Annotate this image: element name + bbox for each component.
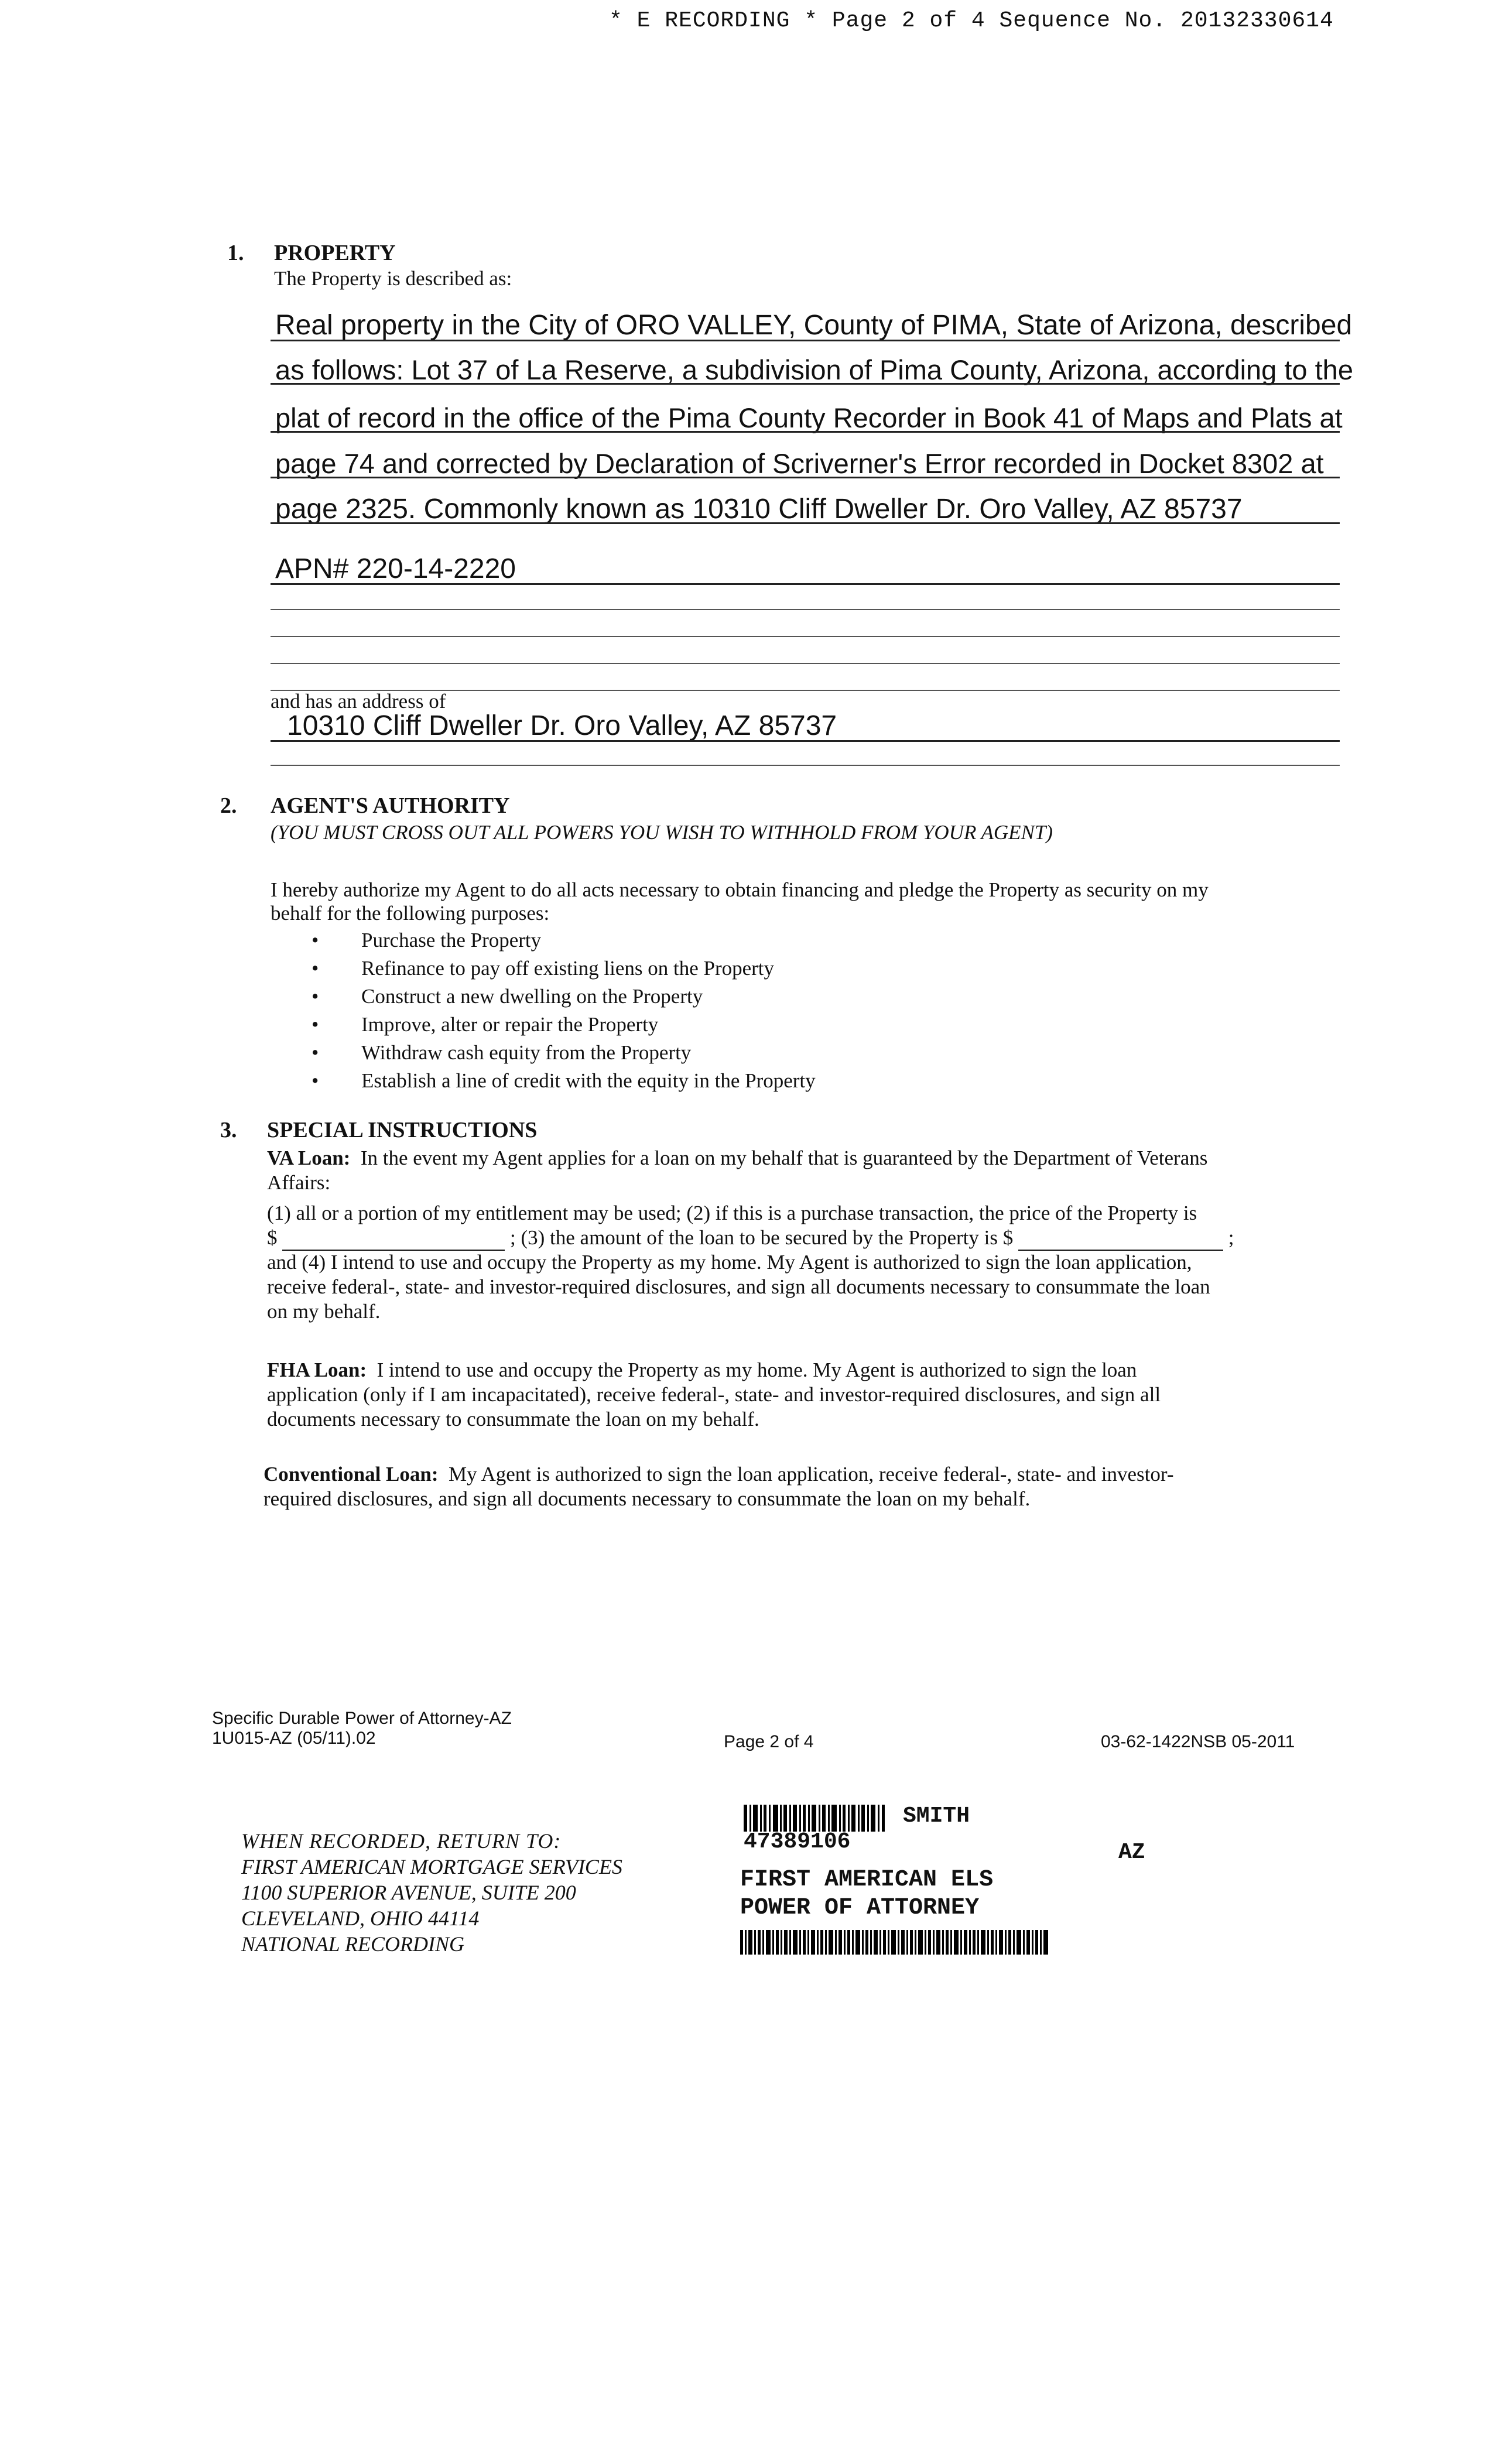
conventional-loan-label: Conventional Loan: bbox=[263, 1463, 439, 1486]
barcode-bottom bbox=[740, 1930, 1050, 1955]
loan-amount-field[interactable] bbox=[1018, 1232, 1223, 1251]
blank-rule bbox=[271, 636, 1340, 637]
property-line-2: as follows: Lot 37 of La Reserve, a subdivision of Pima County, Arizona, according to the bbox=[275, 354, 1353, 385]
fha-loan-line-1 bbox=[267, 1357, 1137, 1383]
document-code: 03-62-1422NSB 05-2011 bbox=[1101, 1732, 1295, 1751]
rule bbox=[271, 522, 1340, 524]
va-loan-line-5: and (4) I intend to use and occupy the Property as my home. My Agent is authorized to sign the loan application, bbox=[267, 1251, 1192, 1274]
purpose-item bbox=[271, 1067, 1325, 1095]
blank-rule bbox=[271, 663, 1340, 664]
purpose-label: Improve, alter or repair the Property bbox=[361, 1013, 659, 1036]
section-3-number: 3. bbox=[220, 1118, 237, 1142]
return-to-heading: WHEN RECORDED, RETURN TO: bbox=[241, 1829, 562, 1853]
blank-rule bbox=[271, 765, 1340, 766]
return-address-block bbox=[241, 1828, 622, 1957]
section-2-title: AGENT'S AUTHORITY bbox=[271, 793, 510, 818]
return-to-street: 1100 SUPERIOR AVENUE, SUITE 200 bbox=[241, 1881, 576, 1904]
page-number: Page 2 of 4 bbox=[724, 1732, 814, 1751]
va-loan-label: VA Loan: bbox=[267, 1147, 351, 1169]
purchase-price-field[interactable] bbox=[282, 1232, 505, 1251]
property-intro: The Property is described as: bbox=[274, 267, 512, 290]
purpose-label: Refinance to pay off existing liens on the Property bbox=[361, 957, 775, 980]
fha-loan-line-2: application (only if I am incapacitated), receive federal-, state- and investor-required disclosures, and sign all bbox=[267, 1383, 1161, 1406]
conventional-loan-line-2: required disclosures, and sign all documents necessary to consummate the loan on my behalf. bbox=[263, 1487, 1031, 1510]
section-2-subtitle: (YOU MUST CROSS OUT ALL POWERS YOU WISH TO WITHHOLD FROM YOUR AGENT) bbox=[271, 821, 1053, 844]
label-company: FIRST AMERICAN ELS bbox=[740, 1867, 994, 1893]
purposes-list bbox=[271, 926, 1325, 1095]
bullet: • bbox=[312, 1013, 319, 1036]
purpose-item bbox=[271, 954, 1325, 983]
property-line-1: Real property in the City of ORO VALLEY, County of PIMA, State of Arizona, described bbox=[275, 310, 1353, 341]
barcode-icon bbox=[740, 1930, 1050, 1955]
property-line-5: page 2325. Commonly known as 10310 Cliff Dweller Dr. Oro Valley, AZ 85737 bbox=[275, 494, 1243, 525]
fha-loan-line-3: documents necessary to consummate the loan on my behalf. bbox=[267, 1408, 759, 1431]
purpose-item bbox=[271, 926, 1325, 954]
label-state: AZ bbox=[1118, 1840, 1145, 1865]
property-line-4: page 74 and corrected by Declaration of Scriverner's Error recorded in Docket 8302 at bbox=[275, 448, 1324, 479]
property-address: 10310 Cliff Dweller Dr. Oro Valley, AZ 85737 bbox=[287, 710, 837, 741]
authority-intro-line-1: I hereby authorize my Agent to do all acts necessary to obtain financing and pledge the Property as security on my bbox=[271, 878, 1209, 901]
va-loan-line-2: Affairs: bbox=[267, 1171, 331, 1194]
fha-loan-label: FHA Loan: bbox=[267, 1358, 367, 1381]
rule bbox=[271, 383, 1340, 385]
barcode-top bbox=[744, 1805, 890, 1832]
purpose-label: Withdraw cash equity from the Property bbox=[361, 1041, 692, 1064]
form-code: 1U015-AZ (05/11).02 bbox=[212, 1729, 376, 1748]
rule bbox=[271, 431, 1340, 433]
rule bbox=[271, 340, 1340, 341]
dollar-sign: $ bbox=[267, 1226, 278, 1249]
authority-intro-line-2: behalf for the following purposes: bbox=[271, 902, 550, 925]
purpose-item bbox=[271, 1039, 1325, 1067]
fha-loan-text: I intend to use and occupy the Property as my home. My Agent is authorized to sign the loan bbox=[377, 1358, 1137, 1381]
bullet: • bbox=[312, 929, 319, 952]
bullet: • bbox=[312, 985, 319, 1008]
section-1-title: PROPERTY bbox=[274, 241, 396, 265]
apn-number: APN# 220-14-2220 bbox=[275, 553, 516, 584]
label-number: 47389106 bbox=[744, 1829, 851, 1854]
property-line-3: plat of record in the office of the Pima County Recorder in Book 41 of Maps and Plats at bbox=[275, 402, 1343, 433]
blank-rule bbox=[271, 609, 1340, 610]
rule bbox=[271, 477, 1340, 478]
va-loan-line-4 bbox=[267, 1225, 1234, 1251]
va-loan-line-6: receive federal-, state- and investor-required disclosures, and sign all documents necessary to consummate the loan bbox=[267, 1275, 1210, 1298]
va-loan-line-1 bbox=[267, 1145, 1207, 1171]
purpose-item bbox=[271, 983, 1325, 1011]
section-2-number: 2. bbox=[220, 793, 237, 818]
va-loan-line-3: (1) all or a portion of my entitlement may be used; (2) if this is a purchase transaction, the price of the Property is bbox=[267, 1202, 1197, 1224]
purpose-item bbox=[271, 1011, 1325, 1039]
bullet: • bbox=[312, 957, 319, 980]
semicolon: ; bbox=[1228, 1226, 1234, 1249]
bullet: • bbox=[312, 1069, 319, 1092]
purpose-label: Construct a new dwelling on the Property bbox=[361, 985, 703, 1008]
va-loan-text: ; (3) the amount of the loan to be secured by the Property is $ bbox=[510, 1226, 1014, 1249]
va-loan-text: In the event my Agent applies for a loan on my behalf that is guaranteed by the Department of Veterans bbox=[360, 1147, 1208, 1169]
bullet: • bbox=[312, 1041, 319, 1064]
va-loan-line-7: on my behalf. bbox=[267, 1300, 381, 1323]
rule bbox=[271, 740, 1340, 742]
form-title: Specific Durable Power of Attorney-AZ bbox=[212, 1709, 512, 1728]
conventional-loan-text: My Agent is authorized to sign the loan application, receive federal-, state- and investor- bbox=[449, 1463, 1174, 1486]
barcode-icon bbox=[744, 1805, 890, 1832]
return-to-recording: NATIONAL RECORDING bbox=[241, 1932, 465, 1956]
rule bbox=[271, 583, 1340, 585]
return-to-city: CLEVELAND, OHIO 44114 bbox=[241, 1907, 480, 1930]
purpose-label: Establish a line of credit with the equity in the Property bbox=[361, 1069, 816, 1092]
return-to-company: FIRST AMERICAN MORTGAGE SERVICES bbox=[241, 1855, 622, 1878]
purpose-label: Purchase the Property bbox=[361, 929, 542, 952]
section-3-title: SPECIAL INSTRUCTIONS bbox=[267, 1118, 538, 1142]
recording-header: * E RECORDING * Page 2 of 4 Sequence No. 20132330614 bbox=[609, 8, 1334, 33]
label-document-type: POWER OF ATTORNEY bbox=[740, 1895, 980, 1921]
conventional-loan-line-1 bbox=[263, 1462, 1174, 1487]
address-label: and has an address of bbox=[271, 690, 446, 713]
label-name: SMITH bbox=[903, 1803, 970, 1829]
section-1-number: 1. bbox=[227, 241, 244, 265]
